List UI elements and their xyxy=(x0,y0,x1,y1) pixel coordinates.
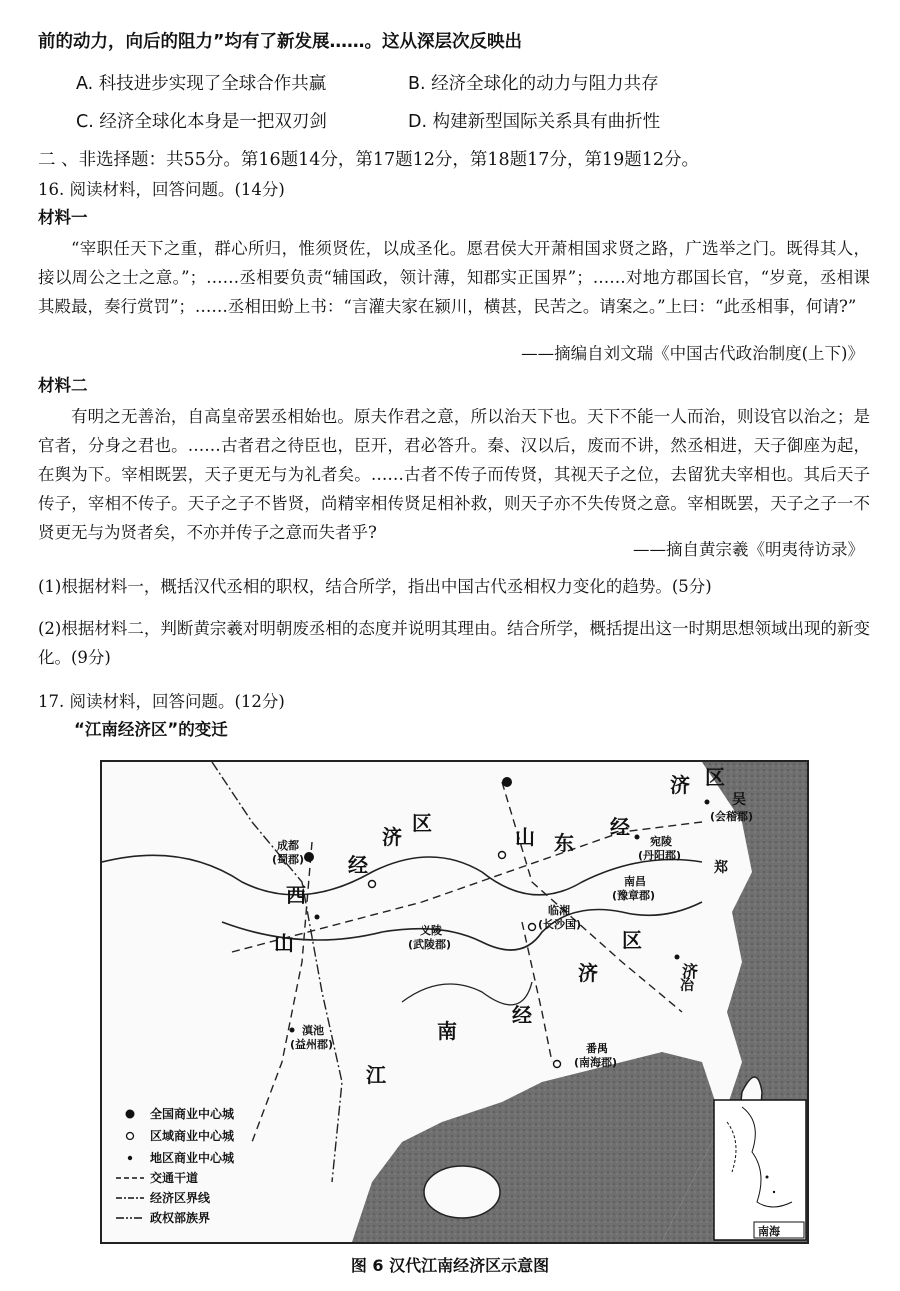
material2-text: 有明之无善治，自高皇帝罢丞相始也。原夫作君之意，所以治天下也。天下不能一人而治，则设官以治之；是官者，分身之君也。……古者君之待臣也，臣开，君必答升。秦、汉以后，废而不讲，然丞相进，天子御座为起，在舆为下。宰相既罢，天子更无与为礼者矣。……古者不传子而传贤，其视天子之位，去留犹夫宰相也。其后天子传子，宰相不传子。天子之子不皆贤，尚精宰相传贤足相补救，则天子亦不失传贤之意。宰相既罢，天子之子一不贤更无与为贤者矣，不亦并传子之意而失者乎? xyxy=(38,407,870,542)
legend-label: 全国商业中心城 xyxy=(150,1107,235,1121)
figure-caption: 图 6 汉代江南经济区示意图 xyxy=(350,1256,550,1275)
national-center-dot xyxy=(502,777,512,787)
place-sub: (丹阳郡) xyxy=(638,849,682,862)
map-region-char: 济 xyxy=(578,961,598,985)
map-region-char: 济 xyxy=(682,962,699,981)
map-region-char: 济 xyxy=(382,825,402,849)
option-b: B. 经济全球化的动力与阻力共存 xyxy=(408,74,659,94)
inset-label: 南海 xyxy=(758,1225,780,1238)
map-region-char: 西 xyxy=(286,883,306,907)
map-region-char: 山 xyxy=(274,931,294,955)
place-name: 吴 xyxy=(732,792,746,808)
place-sub: (蜀郡) xyxy=(272,853,305,866)
map-region-char: 东 xyxy=(554,831,574,855)
place-sub: (长沙国) xyxy=(538,918,582,931)
place-name: 番禺 xyxy=(586,1042,608,1055)
map-region-char: 区 xyxy=(705,765,725,789)
map-region-char: 经 xyxy=(512,1003,532,1027)
option-c: C. 经济全球化本身是一把双刃剑 xyxy=(76,112,327,132)
material2-source: ——摘自黄宗羲《明夷待访录》 xyxy=(633,540,864,559)
q17-subtitle: “江南经济区”的变迁 xyxy=(74,720,228,739)
material1-title: 材料一 xyxy=(38,208,88,227)
legend-label: 经济区界线 xyxy=(150,1191,211,1205)
question-continuation: 前的动力，向后的阻力”均有了新发展……。这从深层次反映出 xyxy=(38,32,522,52)
map-region-char: 区 xyxy=(412,811,432,835)
place-name: 南昌 xyxy=(624,875,646,888)
map-region-char: 山 xyxy=(515,825,535,849)
material1-text: “宰职任天下之重，群心所归，惟须贤佐，以成圣化。愿君侯大开萧相国求贤之路，广选举之门。既得其人，接以周公之士之意。”；……丞相要负责“辅国政，领计薄，知郡实正国界”；……对地方郡国长官，“岁竟，丞相课其殿最，奏行赏罚”；……丞相田蚡上书：“言灌夫家在颍川，横甚，民苦之。请案之。”上曰：“此丞相事，何请?” xyxy=(38,239,870,316)
place-sub: (会稽郡) xyxy=(710,810,754,823)
place-sub: (益州郡) xyxy=(290,1038,334,1051)
legend-label: 区域商业中心城 xyxy=(150,1129,235,1143)
legend-label: 地区商业中心城 xyxy=(150,1151,235,1165)
q16-sub1: (1)根据材料一，概括汉代丞相的职权，结合所学，指出中国古代丞相权力变化的趋势。(5分) xyxy=(38,577,712,596)
q17-stem: 17. 阅读材料，回答问题。(12分) xyxy=(38,692,285,711)
jiangnan-map xyxy=(100,760,809,1244)
map-region-char: 经 xyxy=(348,853,368,877)
map-region-char: 南 xyxy=(437,1019,457,1043)
national-center-dot xyxy=(304,852,314,862)
hainan-island xyxy=(424,1166,500,1218)
map-region-char: 经 xyxy=(610,815,630,839)
material2-title: 材料二 xyxy=(38,376,88,395)
material1-source: ——摘编自刘文瑞《中国古代政治制度(上下)》 xyxy=(521,344,864,363)
map-region-char: 区 xyxy=(622,928,642,952)
place-name: 冶 xyxy=(680,978,694,994)
place-name: 成都 xyxy=(277,839,299,852)
option-d: D. 构建新型国际关系具有曲折性 xyxy=(408,112,661,132)
inset-map xyxy=(714,1100,806,1240)
map-region-char: 江 xyxy=(366,1063,386,1087)
place-name: 宛陵 xyxy=(650,835,672,848)
place-sub: (武陵郡) xyxy=(408,938,452,951)
place-name: 临湘 xyxy=(548,904,570,917)
q16-sub2: (2)根据材料二，判断黄宗羲对明朝废丞相的态度并说明其理由。结合所学，概括提出这一时期思想领域出现的新变化。(9分) xyxy=(38,619,870,667)
place-sub: (豫章郡) xyxy=(612,889,656,902)
section-header: 二 、非选择题：共55分。第16题14分，第17题12分，第18题17分，第19题12分。 xyxy=(38,150,699,170)
place-name: 义陵 xyxy=(420,924,442,937)
place-name: 滇池 xyxy=(302,1024,324,1037)
place-name: 郑 xyxy=(714,860,728,876)
legend-label: 政权部族界 xyxy=(150,1211,211,1225)
place-sub: (南海郡) xyxy=(574,1056,618,1069)
option-a: A. 科技进步实现了全球合作共赢 xyxy=(76,74,327,94)
legend-label: 交通干道 xyxy=(150,1171,199,1185)
q16-stem: 16. 阅读材料，回答问题。(14分) xyxy=(38,180,285,199)
map-region-char: 济 xyxy=(670,773,690,797)
